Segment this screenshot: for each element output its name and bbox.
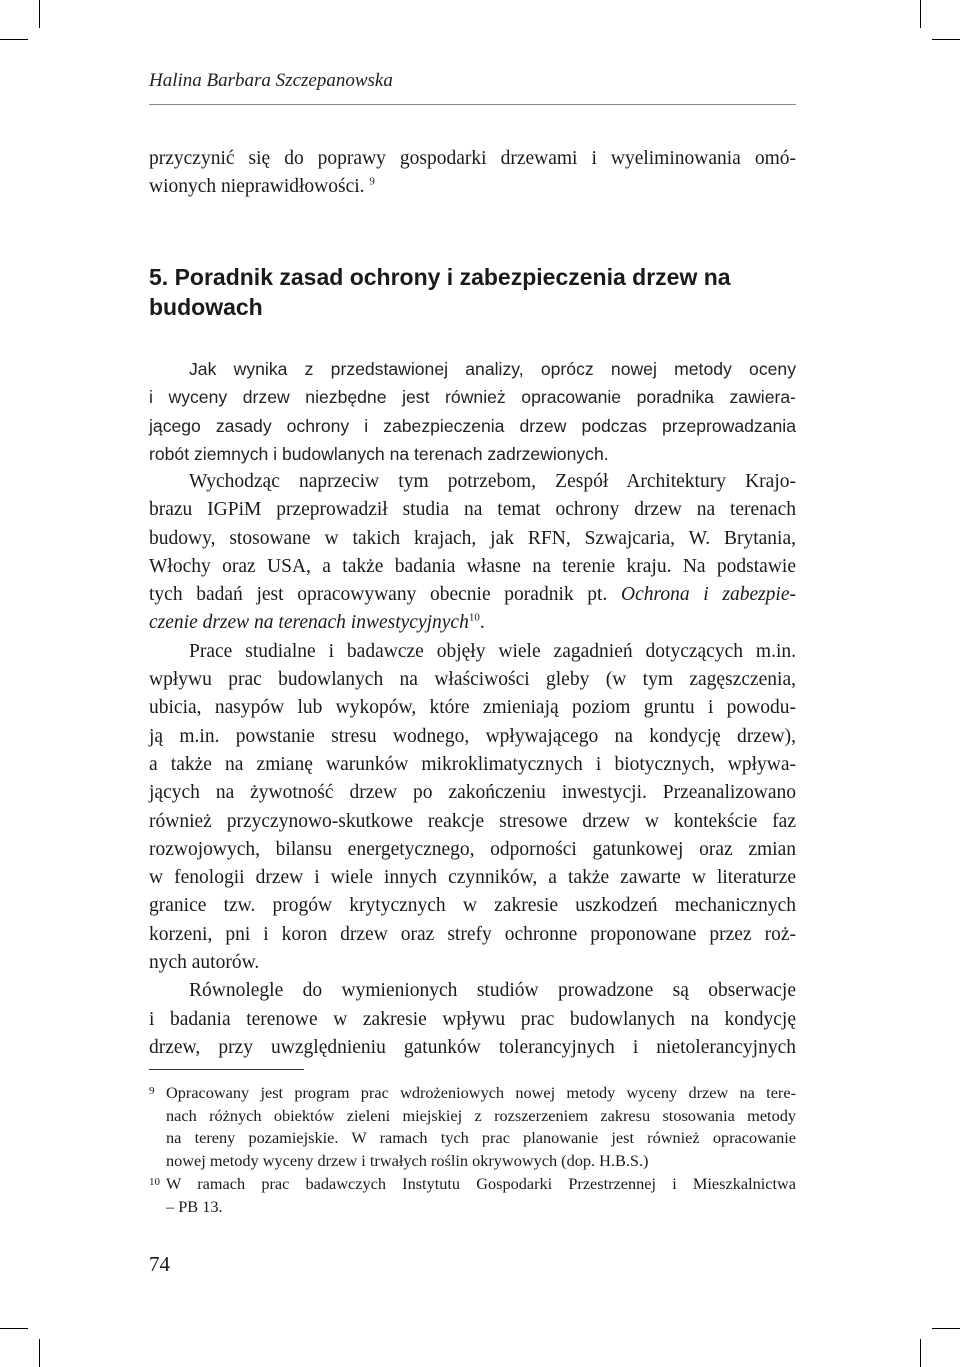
crop-mark	[39, 1339, 40, 1367]
text-line: Jak wynika z przedstawionej analizy, oprócz nowej metody oceny	[189, 359, 796, 379]
footnote-line: nach różnych obiektów zieleni miejskiej z rozszerzeniem zakresu stosowania metody	[166, 1105, 796, 1125]
header-rule	[149, 104, 796, 105]
text-line: tych badań jest opracowywany obecnie poradnik pt. Ochrona i zabezpie-	[149, 584, 797, 606]
footnote-rule	[149, 1069, 304, 1070]
text-line: Prace studialne i badawcze objęły wiele zagadnień dotyczących m.in.	[189, 640, 796, 662]
footnote-line: – PB 13.	[166, 1196, 223, 1216]
text-line: w fenologii drzew i wiele innych czynników, a także zawarte w literaturze	[149, 867, 796, 889]
text-line: wionych nieprawidłowości. $^9$	[149, 175, 375, 198]
intro-paragraph	[149, 145, 796, 202]
text-line: robót ziemnych i budowlanych na terenach zadrzewionych.	[149, 443, 609, 464]
text-line: ubicia, nasypów lub wykopów, które zmieniają poziom gruntu i powodu-	[149, 697, 796, 719]
footnote-number: 10	[149, 1175, 160, 1188]
crop-mark	[39, 0, 40, 28]
footnote-9	[149, 1082, 796, 1173]
text-line: brazu IGPiM przeprowadził studia na temat ochrony drzew na terenach	[149, 499, 796, 521]
footnote-line: nowej metody wyceny drzew i trwałych roślin okrywowych (dop. H.B.S.)	[166, 1151, 649, 1171]
text-line: przyczynić się do poprawy gospodarki drzewami i wyeliminowania omó-	[149, 148, 796, 169]
text-line: Wychodząc naprzeciw tym potrzebom, Zespół Architektury Krajo-	[189, 471, 796, 492]
italic-title: Ochrona i zabezpie-	[621, 584, 797, 606]
heading-line: 5. Poradnik zasad ochrony i zabezpieczenia drzew na	[149, 264, 731, 290]
text-line: również przyczynowo-skutkowe reakcje stresowe drzew w kontekście faz	[149, 810, 796, 832]
text-line: wpływu prac budowlanych na właściwości gleby (w tym zagęszczenia,	[149, 669, 796, 691]
crop-mark	[0, 39, 28, 40]
text-line: drzew, przy uwzględnieniu gatunków tolerancyjnych i nietolerancyjnych	[149, 1036, 796, 1058]
text-line: Włochy oraz USA, a także badania własne na terenie kraju. Na podstawie	[149, 555, 796, 577]
heading-line: budowach	[149, 294, 263, 320]
text-line: nych autorów.	[149, 952, 260, 974]
paragraph-3	[149, 638, 796, 978]
text-line: jących na żywotność drzew po zakończeniu inwestycji. Przeanalizowano	[149, 782, 796, 804]
footnote-line: W ramach prac badawczych Instytutu Gospodarki Przestrzennej i Mieszkalnictwa	[166, 1173, 796, 1193]
section-heading	[149, 262, 796, 322]
text-line: budowy, stosowane w takich krajach, jak RFN, Szwajcaria, W. Brytania,	[149, 527, 796, 549]
footnote-line: na tereny pozamiejskie. W ramach tych prac planowanie jest również opracowanie	[166, 1128, 796, 1148]
body-text	[149, 468, 796, 1062]
text-line: granice tzw. progów krytycznych w zakresie uszkodzeń mechanicznych	[149, 895, 796, 917]
crop-mark	[920, 1339, 921, 1367]
text-line: a także na zmianę warunków mikroklimatycznych i biotycznych, wpływa-	[149, 753, 796, 775]
italic-title: czenie drzew na terenach inwestycyjnych	[149, 612, 469, 634]
footnote-ref: 9	[369, 175, 375, 188]
text-line: jącego zasady ochrony i zabezpieczenia drzew podczas przeprowadzania	[149, 415, 796, 436]
footnote-line: Opracowany jest program prac wdrożeniowych nowej metody wyceny drzew na tere-	[166, 1083, 796, 1102]
footnote-number: 9	[149, 1085, 155, 1097]
text-line: i badania terenowe w zakresie wpływu prac budowlanych na kondycję	[149, 1008, 796, 1030]
text-line: ją m.in. powstanie stresu wodnego, wpływającego na kondycję drzew),	[149, 725, 796, 747]
text-line: korzeni, pni i koron drzew oraz strefy ochronne proponowane przez roż-	[149, 923, 796, 945]
crop-mark	[920, 0, 921, 28]
footnote-ref: 10	[468, 611, 480, 624]
footnote-10	[149, 1173, 796, 1218]
crop-mark	[932, 1328, 960, 1329]
paragraph-4	[149, 977, 796, 1062]
text-line: i wyceny drzew niezbędne jest również opracowanie poradnika zawiera-	[149, 387, 796, 408]
text-line: rozwojowych, bilansu energetycznego, odporności gatunkowej oraz zmian	[149, 838, 796, 860]
footnotes	[149, 1082, 796, 1218]
paragraph-2	[149, 468, 796, 638]
paragraph-1	[149, 355, 796, 468]
crop-mark	[0, 1328, 28, 1329]
text-line: Równolegle do wymienionych studiów prowadzone są obserwacje	[189, 980, 796, 1002]
running-header: Halina Barbara Szczepanowska	[149, 70, 393, 91]
text-line: czenie drzew na terenach inwestycyjnych$^{10}$.	[149, 611, 485, 634]
crop-mark	[932, 39, 960, 40]
page-number: 74	[149, 1252, 170, 1276]
